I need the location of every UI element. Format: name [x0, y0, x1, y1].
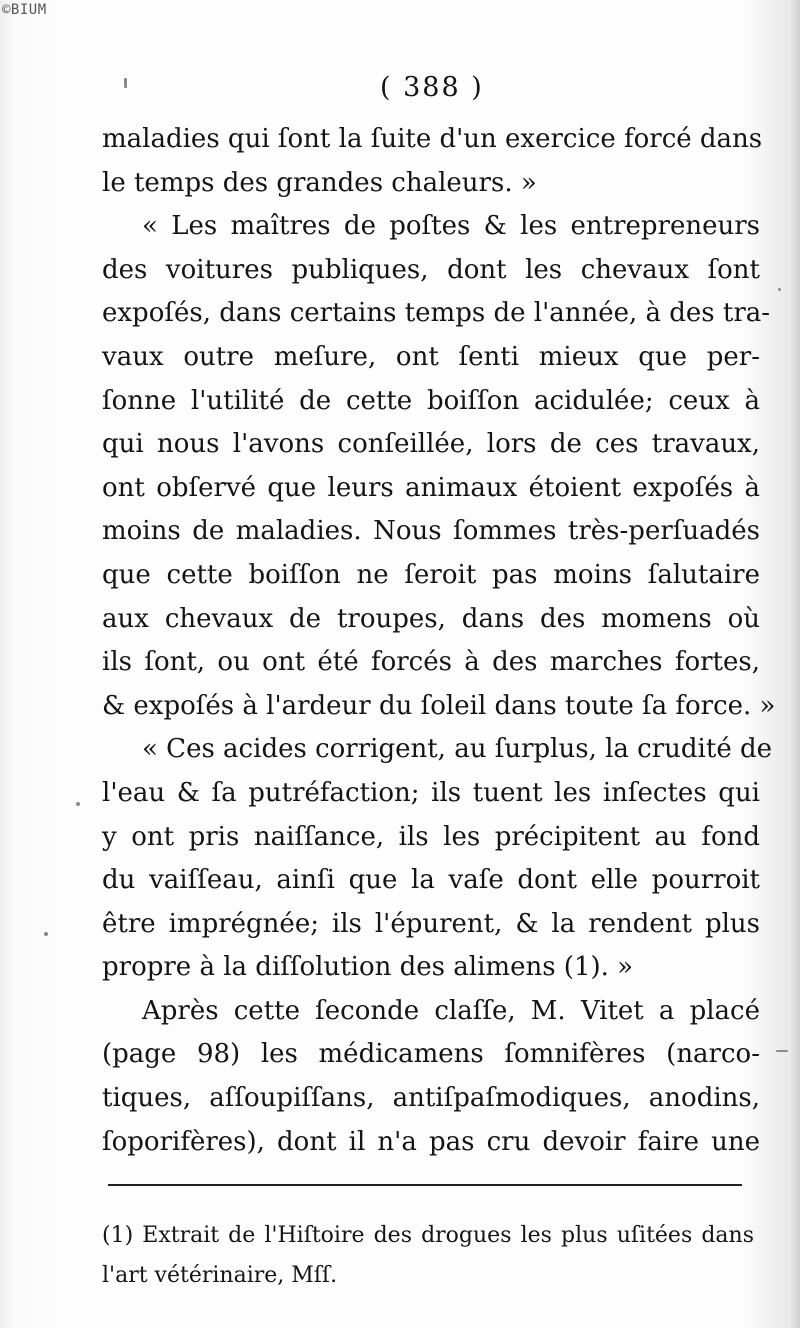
text-line: aux chevaux de troupes, dans des momens où — [102, 603, 760, 634]
text-line: (page 98) les médicamens ſomnifères (narco- — [102, 1039, 760, 1070]
watermark: ©BIUM — [2, 2, 47, 18]
text-line: & expoſés à l'ardeur du ſoleil dans toute ſa force. » — [102, 690, 776, 721]
ink-speck — [76, 802, 80, 806]
text-line: ils ſont, ou ont été forcés à des marches fortes, — [102, 647, 760, 678]
text-line: être imprégnée; ils l'épurent, & la rendent plus — [102, 908, 760, 939]
ink-speck — [778, 288, 781, 291]
text-line: maladies qui ſont la ſuite d'un exercice forcé dans — [102, 124, 763, 154]
text-line: vaux outre meſure, ont ſenti mieux que per- — [102, 341, 760, 372]
footnote-line: (1) Extrait de l'Hiſtoire des drogues les plus uſitées dans — [102, 1223, 754, 1248]
footnote — [102, 1216, 754, 1296]
text-line: du vaiſſeau, ainſi que la vaſe dont elle pourroit — [102, 865, 760, 896]
text-line: « Les maîtres de poſtes & les entrepreneurs — [142, 211, 760, 242]
text-line: « Ces acides corrigent, au ſurplus, la crudité de — [142, 734, 773, 765]
ink-speck — [124, 78, 127, 88]
text-line: expoſés, dans certains temps de l'année, à des tra- — [102, 298, 771, 329]
text-line: y ont pris naiſſance, ils les précipitent au fond — [102, 821, 760, 852]
text-line: Après cette ſeconde claſſe, M. Vitet a placé — [142, 995, 760, 1026]
text-line: ſonne l'utilité de cette boiſſon acidulée; ceux à — [102, 385, 760, 416]
ink-speck — [44, 932, 48, 936]
text-line: le temps des grandes chaleurs. » — [102, 167, 537, 198]
text-line: tiques, aſſoupiſſans, antiſpaſmodiques, anodins, — [102, 1083, 760, 1114]
text-line: moins de maladies. Nous ſommes très-perſuadés — [102, 516, 760, 547]
text-line: ſoporifères), dont il n'a pas cru devoir faire une — [102, 1126, 760, 1157]
body-text — [102, 118, 776, 1164]
footnote-rule — [108, 1184, 742, 1186]
text-line: l'eau & ſa putréfaction; ils tuent les inſectes qui — [102, 777, 760, 808]
text-line: des voitures publiques, dont les chevaux ſont — [102, 254, 760, 285]
text-line: qui nous l'avons conſeillée, lors de ces travaux, — [102, 429, 760, 460]
text-line: ont obſervé que leurs animaux étoient expoſés à — [102, 472, 760, 503]
text-line: que cette boiſſon ne ſeroit pas moins ſalutaire — [102, 559, 760, 590]
footnote-line: l'art vétérinaire, Mſſ. — [102, 1263, 338, 1288]
text-line: propre à la diſſolution des alimens (1). » — [102, 952, 634, 983]
page-number: ( 388 ) — [380, 72, 484, 103]
ink-speck — [776, 1050, 788, 1052]
